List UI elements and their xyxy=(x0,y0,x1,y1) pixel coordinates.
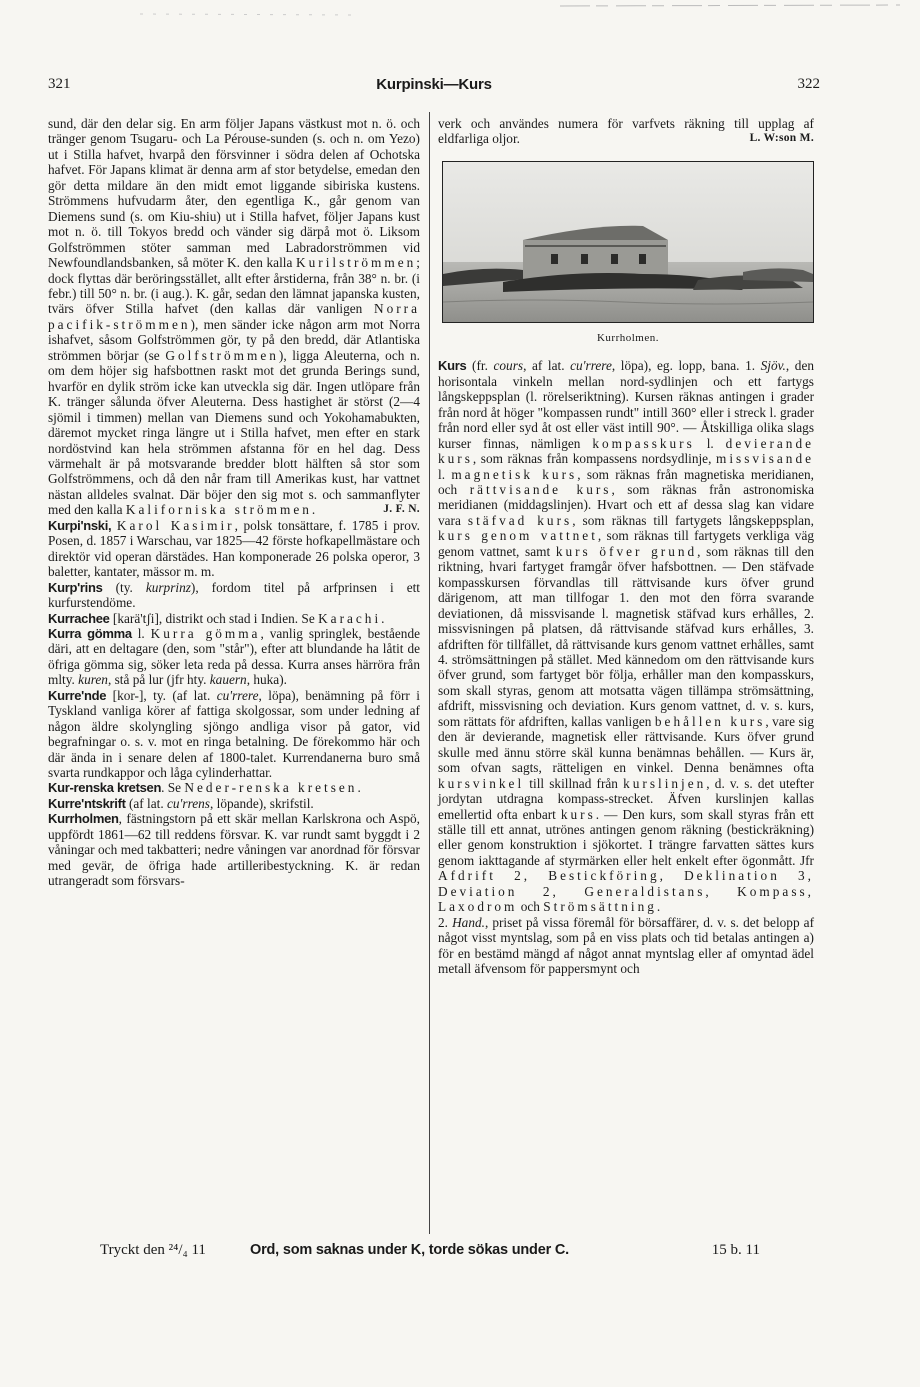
page-footer xyxy=(100,1242,760,1262)
entry-kurrholmen: Kurrholmen, fästningstorn på ett skär mellan Karlskrona och Aspö, uppfördt 1861—62 till reddens försvar. K. var rundt samt byggdt i 2 våningar och med takbatteri; nedre våningen var anordnad för försvar med gevär, de öfriga hade artilleribestyckning. K. är redan utrangeradt som försvars- xyxy=(48,811,420,889)
footer-note: Ord, som saknas under K, torde sökas under C. xyxy=(250,1242,569,1258)
kurrholmen-continuation: verk och användes numera för varfvets räkning till upplag af eldfarliga oljor. L. W:son M. xyxy=(438,116,814,147)
sheet-mark: 15 b. 11 xyxy=(711,1242,760,1258)
fortress-tower-illustration xyxy=(443,162,813,322)
signature: L. W:son M. xyxy=(749,132,814,145)
figure-caption: Kurrholmen. xyxy=(596,331,659,344)
right-column xyxy=(438,116,814,976)
signature: J. F. N. xyxy=(383,503,420,516)
right-page-number: 322 xyxy=(797,76,820,92)
entry-kurs-hand: 2. Hand., priset på vissa föremål för börsaffärer, d. v. s. det belopp af något visst myntslag, som på en viss plats och tid betalas antingen a) för en bestämd mängd af något annat myntslag eller af omyntad ädel metall äfvensom för pappersmynt och xyxy=(438,914,815,977)
entry-kurrachee: Kurrachee [karä'tʃi], distrikt och stad i Indien. Se Karachi. xyxy=(48,610,385,626)
entry-kurs: Kurs (fr. cours, af lat. cu'rrere, löpa), eg. lopp, bana. 1. Sjöv., den horisontala vinkeln mellan nord-sydlinjen och ett fartygs långskeppsplan (l. rörelseriktning). Kursen räknas antingen i grader från nord åt höger "kompassen rundt" intill 360° eller i streck l. grader från nord eller syd åt ost eller väst intill 90°. — Åtskilliga olika slags kurser finnas, nämligen kompasskurs l. devierande kurs, som räknas från kompassens nordsydlinje, missvisande l. magnetisk kurs, som räknas från magnetiska meridianen, och rättvisande kurs, som räknas från astronomiska meridianen (middagslinjen). Hvart och ett af dessa slag kan vidare vara stäfvad kurs, som räknas till fartygets långskeppsplan, kurs genom vattnet, som räknas till fartygets verkliga väg genom vattnet, samt kurs öfver grund, som räknas till den riktning, hvari fartyget framgår öfver hafsbottnen. — Den stäfvade kompasskursen förvandlas till rättvisande kurs öfver grund därigenom, att man tillfogar 1. den mot den förra svarande deviationen, då missvisande l. magnetisk stäfvad kurs erhålles, 2. missvisningen på platsen, då rättvisande stäfvad kurs erhålles, 3. afdriften för tillfället, då rättvisande kurs genom vattnet erhålles, samt 4. strömsättningen på stället. Med kännedom om den rättvisande kurs öfver grund, som fartyget bör följa, erhåller man den kompasskurs, som skall styras, genom att motsatta vägen tillämpa strömsättning, afdrift, missvisning och deviation. Kurs genom vattnet, d. v. s. kurs, som rättats för afdriften, kallas vanligen behållen kurs, vare sig den är devierande, magnetisk eller rättvisande. Kurs öfver grund skulle med ännu större skäl kunna benämnas behållen. — Kurs är, som ofvan sagts, rätteligen en vinkel. Denna benämnes ofta kursvinkel till skillnad från kurslinjen, d. v. s. det utefter jordytan utdragna kompass-strecket. Äfven kurslinjen kallas emellertid ofta enbart kurs. — Den kurs, som skall styras från ett ställe till ett annat, utrönes antingen genom räkning (bestickräkning) eller genom konstruktion i sjökortet. I trängre farvatten sättes kurs genom iakttagande af styrmärken eller helt enkelt efter ögonmått. Jfr Afdrift 2, Bestickföring, Deklination 3, Deviation 2, Generaldistans, Kompass, Laxodrom och Strömsättning. xyxy=(438,358,815,915)
column-divider xyxy=(429,112,430,1234)
entry-kurrentskrift: Kurre'ntskrift (af lat. cu'rrens, löpande), skrifstil. xyxy=(48,795,314,811)
page-header xyxy=(48,76,820,98)
left-column xyxy=(48,116,420,889)
entry-kurpinski: Kurpi'nski, Karol Kasimir, polsk tonsättare, f. 1785 i prov. Posen, d. 1857 i Warschau, var 1825—42 förste hofkapellmästare och direktör vid operan därstädes. Han komponerade 26 polska operor, 3 baletter, kantater, mässor m. m. xyxy=(48,517,420,580)
entry-kurra-gomma: Kurra gömma l. Kurra gömma, vanlig springlek, bestående däri, att en deltagare (den, som "står"), efter att blundande ha låtit de öfriga gömma sig, söker leta reda på dessa. Kurra anses härröra från mlty. kuren, stå på lur (jfr hty. kauern, huka). xyxy=(48,625,420,688)
kurrholmen-figure xyxy=(442,161,814,346)
entry-kur-renska-kretsen: Kur-renska kretsen. Se Neder-renska kretsen. xyxy=(48,780,361,796)
entry-kurprins: Kurp'rins (ty. kurprinz), fordom titel på arfprinsen i ett kurfurstendöme. xyxy=(48,579,420,611)
page-title: Kurpinski—Kurs xyxy=(376,76,492,93)
kurrholmen-photo xyxy=(442,161,814,323)
left-page-number: 321 xyxy=(48,76,71,92)
print-date: Tryckt den ²⁴/₄ 11 xyxy=(100,1242,206,1258)
scan-artifact-line xyxy=(0,0,920,30)
entry-kurrende: Kurre'nde [kor-], ty. (af lat. cu'rrere, löpa), benämning på förr i Tyskland vanliga körer af fattiga skolgossar, som under ledning af någon äldre skolyngling sjöngo andliga visor på gator, vid begrafningar o. s. v. mot en ringa betalning. De förekommo här och där ända in i senare delen af 1800-talet. Kurrendanerna buro små svarta rundkappor och låga cylinderhattar. xyxy=(48,687,420,781)
kuro-siwo-continuation: sund, där den delar sig. En arm följer Japans västkust mot n. ö. och tränger genom Tsugaru- och La Pérouse-sunden (s. och n. om Yezo) ut i Stilla hafvet, hvarpå den försvinner i södra delen af Ochotska hafvet. För Japans klimat är denna arm af stor betydelse, emedan den gör detta mildare än den midt emot liggande sibiriska kustens. Strömmens hufvudarm åter, den egentliga K., går genom van Diemens sund (s. om Kiu-shiu) ut i Stilla hafvet, följer Japans kust mot n. ö. till Tokyos bredd och vänder sig därpå mot ö. Liksom Golfströmmen stöter samman med Labradorströmmen vid Newfoundlandsbanken, så möter K. den kalla Kurilströmmen; dock flyttas där beröringsstället, allt efter årstiderna, från 38° n. br. (i febr.) till 50° n. br. (i aug.). K. går, sedan den lämnat japanska kusten, tvärs öfver Stilla hafvet (den kallas där vanligen Norra pacifik-strömmen), men sänder icke någon arm mot Norra ishafvet, såsom Golfströmmen gör, ty på den bredd, där Atlantiska strömmen börjar (se Golfströmmen), ligga Aleuterna, och n. om dem höjer sig hafsbottnen raskt mot det grunda Berings sund, hvarför en dylik ström icke kan utveckla sig där. Ingen utlöpare från K. tränger sålunda öfver Aleuterna. Dess hastighet är störst (2—4 sjömil i timmen) mellan van Diemens sund och Yokohamabukten, däremot mycket ringa längre ut i Stilla hafvet, men efter en stark nordöstvind kan hela strömmen afstanna för en hel dag. Dess värmehalt är på motsvarande bredder blott hälften så stor som Golfströmmens, och då den når fram till Amerikas kust, har vattnet nästan alldeles svalnat. Där böjer den sig mot s. och sammanflyter med den kalla Kaliforniska strömmen. J. F. N. xyxy=(48,116,420,518)
